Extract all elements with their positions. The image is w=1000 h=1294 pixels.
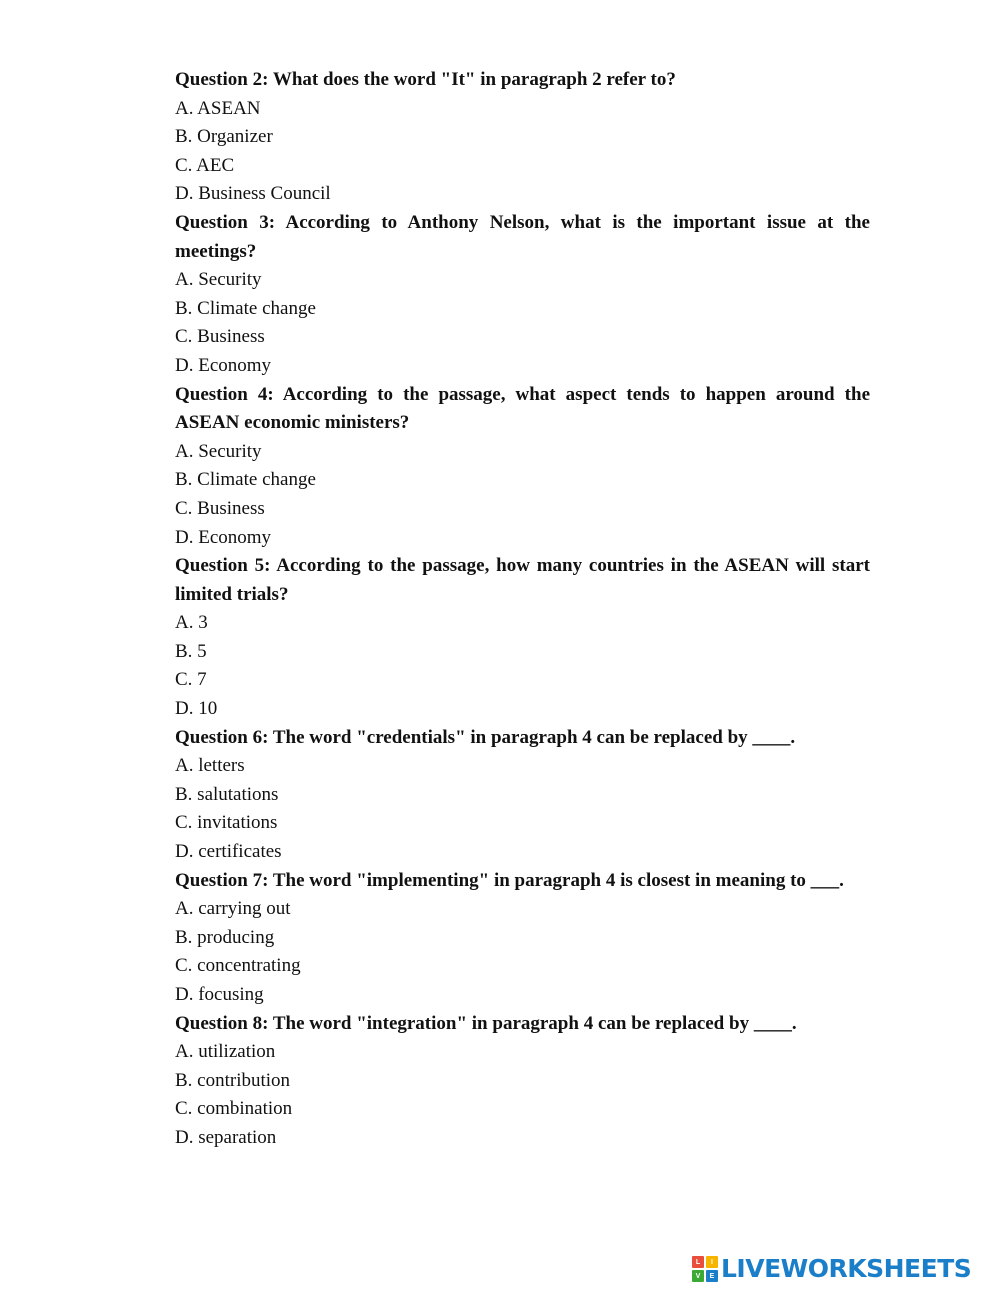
question-5-option-a: A. 3 — [175, 612, 208, 634]
question-4-text: Question 4: According to the passage, what aspect tends to happen around the ASEAN economic ministers? — [175, 383, 870, 434]
question-6-option-b: B. salutations — [175, 783, 279, 805]
liveworksheets-logo — [692, 1255, 971, 1283]
question-4-option-a: A. Security — [175, 440, 262, 462]
question-8-option-b: B. contribution — [175, 1069, 291, 1091]
question-7-option-d: D. focusing — [175, 984, 264, 1005]
question-8-option-d: D. separation — [175, 1126, 277, 1148]
question-2-option-d: D. Business Council — [175, 183, 331, 205]
question-2-option-c: C. AEC — [175, 154, 235, 176]
logo-letter-e: E — [706, 1270, 718, 1282]
question-block-4 — [175, 381, 870, 553]
question-5-text: Question 5: According to the passage, how many countries in the ASEAN will start limited trials? — [175, 555, 870, 605]
question-8-option-c: C. combination — [175, 1098, 293, 1120]
question-6-option-c: C. invitations — [175, 812, 278, 834]
question-block-2 — [175, 66, 870, 209]
question-8-option-a: A. utilization — [175, 1041, 276, 1063]
question-5-option-d: D. 10 — [175, 698, 218, 720]
question-block-8 — [175, 1010, 870, 1153]
logo-letter-i: I — [706, 1256, 718, 1268]
live-logo-icon — [692, 1256, 718, 1282]
question-3-option-b: B. Climate change — [175, 297, 316, 319]
question-2-option-b: B. Organizer — [175, 126, 273, 148]
question-2-text: Question 2: What does the word "It" in paragraph 2 refer to? — [175, 69, 676, 90]
question-3-option-d: D. Economy — [175, 354, 272, 376]
question-3-option-a: A. Security — [175, 269, 262, 291]
question-5-option-b: B. 5 — [175, 640, 207, 662]
question-4-option-d: D. Economy — [175, 526, 272, 548]
question-2-option-a: A. ASEAN — [175, 97, 261, 119]
question-8-text: Question 8: The word "integration" in paragraph 4 can be replaced by ____. — [175, 1012, 797, 1034]
question-block-6 — [175, 724, 870, 867]
question-6-text: Question 6: The word "credentials" in paragraph 4 can be replaced by ____. — [175, 726, 796, 748]
question-6-option-a: A. letters — [175, 755, 245, 777]
question-6-option-d: D. certificates — [175, 841, 282, 863]
logo-letter-v: V — [692, 1270, 704, 1282]
question-7-text: Question 7: The word "implementing" in paragraph 4 is closest in meaning to ___. — [175, 869, 844, 891]
question-block-5 — [175, 552, 870, 724]
question-3-text: Question 3: According to Anthony Nelson, what is the important issue at the meetings? — [175, 211, 870, 262]
question-3-option-c: C. Business — [175, 326, 265, 348]
question-7-option-a: A. carrying out — [175, 898, 291, 920]
question-4-option-c: C. Business — [175, 497, 265, 519]
worksheet-page — [175, 66, 870, 1153]
brand-wordmark: LIVEWORKSHEETS — [721, 1254, 972, 1283]
logo-letter-l: L — [692, 1256, 704, 1268]
question-5-option-c: C. 7 — [175, 669, 207, 691]
question-7-option-b: B. producing — [175, 926, 275, 948]
question-7-option-c: C. concentrating — [175, 955, 301, 977]
question-block-3 — [175, 209, 870, 381]
question-block-7 — [175, 867, 870, 1010]
question-4-option-b: B. Climate change — [175, 469, 316, 491]
